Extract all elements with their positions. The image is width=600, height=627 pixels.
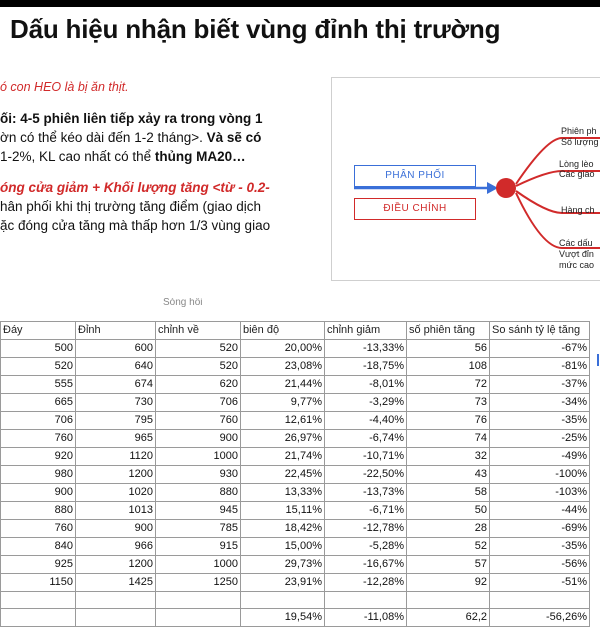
table-cell[interactable]: 930 <box>156 466 241 484</box>
text-line-2a: ờn có thể kéo dài đến 1-2 tháng>. <box>0 130 207 145</box>
table-cell[interactable]: 966 <box>76 538 156 556</box>
table-cell[interactable]: 965 <box>76 430 156 448</box>
table-cell[interactable]: 640 <box>76 358 156 376</box>
table-cell[interactable]: 760 <box>1 430 76 448</box>
table-cell[interactable]: 795 <box>76 412 156 430</box>
table-cell[interactable] <box>490 592 590 609</box>
table-cell[interactable]: 706 <box>1 412 76 430</box>
table-cell[interactable]: -8,01% <box>325 376 407 394</box>
table-cell[interactable]: 56 <box>407 340 490 358</box>
header-row <box>1 322 590 340</box>
col-header[interactable]: So sánh tỷ lệ tăng <box>490 322 590 340</box>
table-cell[interactable]: 520 <box>1 358 76 376</box>
table-cell[interactable]: 52 <box>407 538 490 556</box>
table-row <box>1 358 590 376</box>
table-cell[interactable]: 1000 <box>156 448 241 466</box>
table-cell[interactable]: 730 <box>76 394 156 412</box>
table-cell[interactable]: 1120 <box>76 448 156 466</box>
text-line-1: ối: 4-5 phiên liên tiếp xảy ra trong vòng 1 <box>0 111 263 126</box>
table-cell[interactable]: -44% <box>490 502 590 520</box>
table-row <box>1 430 590 448</box>
text-line-2 <box>0 128 261 147</box>
table-cell[interactable]: 945 <box>156 502 241 520</box>
table-cell[interactable]: 900 <box>1 484 76 502</box>
data-table <box>0 321 590 627</box>
text-line-2b: Và sẽ có <box>206 130 262 145</box>
table-cell[interactable]: -10,71% <box>325 448 407 466</box>
table-row <box>1 340 590 358</box>
table-cell[interactable]: 1200 <box>76 556 156 574</box>
correction-box: ĐIỀU CHỈNH <box>354 198 476 220</box>
table-cell[interactable]: -18,75% <box>325 358 407 376</box>
table-cell[interactable]: -25% <box>490 430 590 448</box>
table-row <box>1 484 590 502</box>
total-cell[interactable] <box>156 609 241 627</box>
slide-title: Dấu hiệu nhận biết vùng đỉnh thị trường <box>10 14 501 44</box>
table-cell[interactable]: -16,67% <box>325 556 407 574</box>
distribution-box: PHÂN PHỐI <box>354 165 476 187</box>
table-cell[interactable]: 76 <box>407 412 490 430</box>
text-line-3a: 1-2%, KL cao nhất có thể <box>0 149 155 164</box>
partial-column-header: Sóng hồi <box>163 298 203 307</box>
totals-row <box>1 609 590 627</box>
text-line-3b: thủng MA20… <box>154 149 246 164</box>
table-cell[interactable]: 674 <box>76 376 156 394</box>
table-cell[interactable]: 13,33% <box>241 484 325 502</box>
table-cell[interactable]: 18,42% <box>241 520 325 538</box>
table-cell[interactable] <box>407 592 490 609</box>
table-cell[interactable]: 706 <box>156 394 241 412</box>
table-cell[interactable]: -22,50% <box>325 466 407 484</box>
table-cell[interactable]: 1250 <box>156 574 241 592</box>
table-cell[interactable]: -5,28% <box>325 538 407 556</box>
branch-label-8: mức cao <box>559 260 595 270</box>
total-cell[interactable]: 19,54% <box>241 609 325 627</box>
table-cell[interactable]: 73 <box>407 394 490 412</box>
table-cell[interactable]: 28 <box>407 520 490 538</box>
branch-label-3: Lòng lèo <box>559 159 594 169</box>
top-black-bar <box>0 0 600 7</box>
table-cell[interactable]: 520 <box>156 340 241 358</box>
table-cell[interactable]: -51% <box>490 574 590 592</box>
col-header[interactable]: số phiên tăng <box>407 322 490 340</box>
total-cell[interactable] <box>1 609 76 627</box>
branch-label-1: Phiên ph <box>561 126 597 136</box>
table-row <box>1 412 590 430</box>
branch-label-6: Các dấu <box>559 238 593 248</box>
table-cell[interactable]: 23,08% <box>241 358 325 376</box>
text-line-3 <box>0 147 246 166</box>
table-cell[interactable]: -69% <box>490 520 590 538</box>
table-cell[interactable]: 29,73% <box>241 556 325 574</box>
table-cell[interactable]: 43 <box>407 466 490 484</box>
table-cell[interactable]: 21,74% <box>241 448 325 466</box>
table-cell[interactable]: 915 <box>156 538 241 556</box>
table-cell[interactable]: 880 <box>1 502 76 520</box>
branch-label-5: Hàng ch <box>561 205 595 215</box>
table-cell[interactable]: -6,74% <box>325 430 407 448</box>
table-cell[interactable] <box>1 592 76 609</box>
table-cell[interactable]: 665 <box>1 394 76 412</box>
col-header[interactable]: Đáy <box>1 322 76 340</box>
center-dot-icon <box>496 178 516 198</box>
total-cell[interactable] <box>76 609 156 627</box>
table-row <box>1 592 590 609</box>
table-cell[interactable]: -67% <box>490 340 590 358</box>
table-cell[interactable]: 108 <box>407 358 490 376</box>
cell-cursor <box>597 354 599 366</box>
table-cell[interactable]: 74 <box>407 430 490 448</box>
table-cell[interactable]: 1020 <box>76 484 156 502</box>
table-cell[interactable]: 880 <box>156 484 241 502</box>
branch-label-2: Số lượng <box>561 137 599 147</box>
branch-label-7: Vượt đỉn <box>559 249 594 259</box>
table-row <box>1 376 590 394</box>
table-cell[interactable]: 50 <box>407 502 490 520</box>
table-cell[interactable]: 20,00% <box>241 340 325 358</box>
table-cell[interactable]: -37% <box>490 376 590 394</box>
col-header[interactable]: biên độ <box>241 322 325 340</box>
table-cell[interactable]: 760 <box>1 520 76 538</box>
table-cell[interactable] <box>325 592 407 609</box>
table-row <box>1 574 590 592</box>
table-cell[interactable]: -12,78% <box>325 520 407 538</box>
table-cell[interactable]: 925 <box>1 556 76 574</box>
table-row <box>1 502 590 520</box>
table-cell[interactable]: 900 <box>76 520 156 538</box>
table-cell[interactable]: -35% <box>490 538 590 556</box>
table-row <box>1 538 590 556</box>
table-cell[interactable]: 15,00% <box>241 538 325 556</box>
col-header[interactable]: chỉnh giảm <box>325 322 407 340</box>
table-row <box>1 520 590 538</box>
table-cell[interactable]: 500 <box>1 340 76 358</box>
table-cell[interactable]: -56% <box>490 556 590 574</box>
table-cell[interactable]: 1150 <box>1 574 76 592</box>
table-cell[interactable]: 520 <box>156 358 241 376</box>
table-row <box>1 394 590 412</box>
table-cell[interactable]: -13,73% <box>325 484 407 502</box>
table-cell[interactable]: -34% <box>490 394 590 412</box>
table-cell[interactable]: -49% <box>490 448 590 466</box>
table-cell[interactable]: 1013 <box>76 502 156 520</box>
table-cell[interactable] <box>76 592 156 609</box>
table-row <box>1 556 590 574</box>
table-cell[interactable]: -100% <box>490 466 590 484</box>
table-cell[interactable]: 555 <box>1 376 76 394</box>
table-cell[interactable]: 72 <box>407 376 490 394</box>
spreadsheet <box>0 298 600 623</box>
table-cell[interactable]: 9,77% <box>241 394 325 412</box>
table-row <box>1 448 590 466</box>
table-cell[interactable]: 1425 <box>76 574 156 592</box>
total-cell[interactable]: -56,26% <box>490 609 590 627</box>
table-cell[interactable]: 920 <box>1 448 76 466</box>
note-line: ó con HEO là bị ăn thịt. <box>0 80 129 94</box>
text-line-6: ặc đóng cửa tăng mà thấp hơn 1/3 vùng giao <box>0 218 271 233</box>
table-cell[interactable]: 785 <box>156 520 241 538</box>
table-cell[interactable]: 58 <box>407 484 490 502</box>
branch-label-4: Các giao <box>559 169 595 179</box>
table-cell[interactable]: -4,40% <box>325 412 407 430</box>
table-cell[interactable]: 980 <box>1 466 76 484</box>
table-cell[interactable]: 23,91% <box>241 574 325 592</box>
table-cell[interactable]: 600 <box>76 340 156 358</box>
text-line-5: hân phối khi thị trường tăng điểm (giao dịch <box>0 199 262 214</box>
table-cell[interactable] <box>156 592 241 609</box>
table-cell[interactable]: -3,29% <box>325 394 407 412</box>
table-cell[interactable]: -6,71% <box>325 502 407 520</box>
table-cell[interactable]: 15,11% <box>241 502 325 520</box>
table-cell[interactable]: 840 <box>1 538 76 556</box>
table-cell[interactable]: 760 <box>156 412 241 430</box>
total-cell[interactable]: -11,08% <box>325 609 407 627</box>
table-cell[interactable]: -12,28% <box>325 574 407 592</box>
table-cell[interactable]: 1000 <box>156 556 241 574</box>
table-cell[interactable]: 900 <box>156 430 241 448</box>
table-cell[interactable]: 57 <box>407 556 490 574</box>
total-cell[interactable]: 62,2 <box>407 609 490 627</box>
table-cell[interactable]: -35% <box>490 412 590 430</box>
table-cell[interactable]: 12,61% <box>241 412 325 430</box>
text-line-4: óng cửa giảm + Khối lượng tăng <từ - 0.2- <box>0 180 270 195</box>
table-cell[interactable]: 620 <box>156 376 241 394</box>
col-header[interactable]: chỉnh về <box>156 322 241 340</box>
table-cell[interactable]: -103% <box>490 484 590 502</box>
table-cell[interactable]: 21,44% <box>241 376 325 394</box>
table-cell[interactable]: -81% <box>490 358 590 376</box>
diagram-panel <box>331 77 600 281</box>
table-cell[interactable]: -13,33% <box>325 340 407 358</box>
table-cell[interactable]: 26,97% <box>241 430 325 448</box>
table-row <box>1 466 590 484</box>
col-header[interactable]: Đỉnh <box>76 322 156 340</box>
table-cell[interactable]: 92 <box>407 574 490 592</box>
table-cell[interactable]: 32 <box>407 448 490 466</box>
table-cell[interactable] <box>241 592 325 609</box>
table-cell[interactable]: 1200 <box>76 466 156 484</box>
table-cell[interactable]: 22,45% <box>241 466 325 484</box>
